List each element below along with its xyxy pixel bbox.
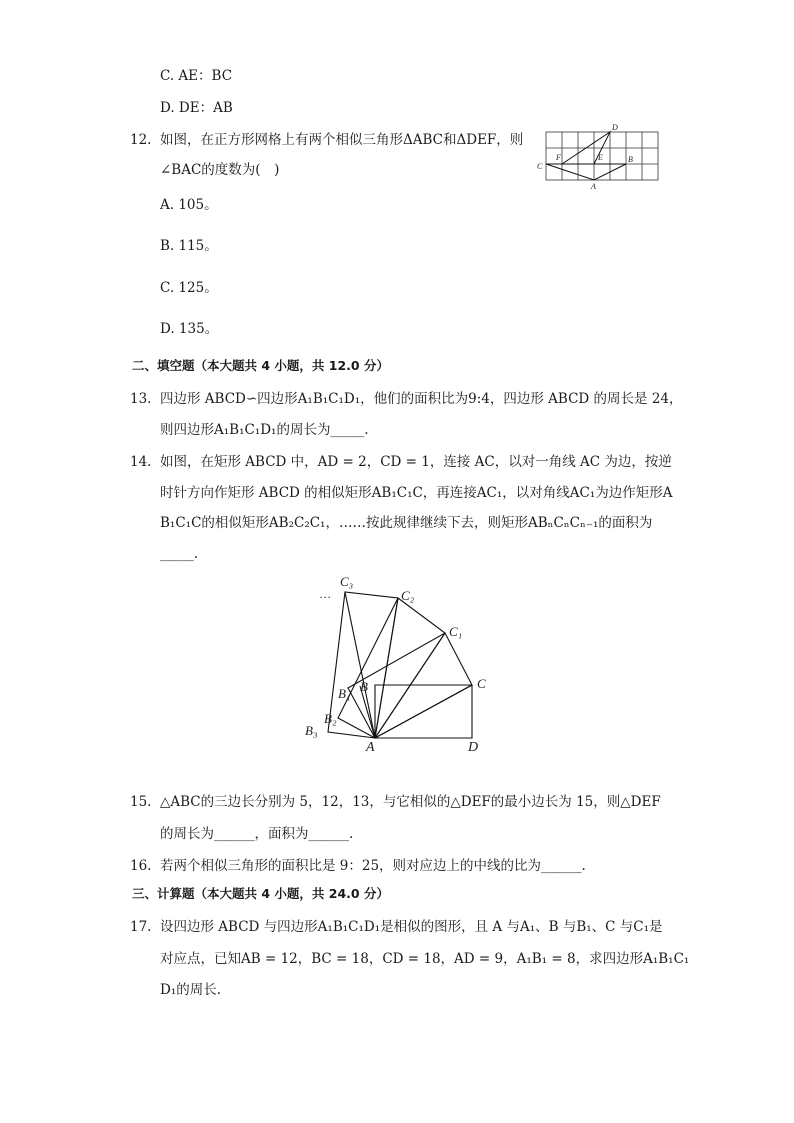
q14-line4: _____. [160,546,199,562]
q16-number: 16. [130,858,152,874]
label-c2: C₂ [401,588,415,603]
q14-number: 14. [130,454,152,470]
section-3-title: 三、计算题（本大题共 4 小题，共 24.0 分） [132,886,389,901]
label-d: D [612,123,618,132]
q15-line2: 的周长为______，面积为______. [160,826,354,842]
label-f: F [556,153,561,162]
q14-rectangles-figure [300,570,500,755]
q12-option-c: C. 125。 [160,280,218,296]
label-b2: B₂ [324,711,337,726]
q12-stem-line2: ∠BAC的度数为( ) [160,162,280,178]
q14-line2: 时针方向作矩形 ABCD 的相似矩形AB₁C₁C，再连接AC₁，以对角线AC₁为边作矩形A [160,485,673,501]
q15-line1: △ABC的三边长分别为 5，12，13，与它相似的△DEF的最小边长为 15，则△DEF [160,794,661,810]
q12-stem-line1: 如图，在正方形网格上有两个相似三角形ΔABC和ΔDEF，则 [160,132,524,148]
diagonal-ac3 [345,592,375,738]
label-e: E [598,153,603,162]
q13-number: 13. [130,391,152,407]
q17-line3: D₁的周长. [160,982,222,998]
label-dots: … [320,587,331,601]
rectangle-ab2c2c1 [338,598,445,738]
q14-line1: 如图，在矩形 ABCD 中，AD = 2，CD = 1，连接 AC，以对一角线 AC 为边，按逆 [160,454,672,470]
q13-line1: 四边形 ABCD∽四边形A₁B₁C₁D₁，他们的面积比为9:4，四边形 ABCD 的周长是 24， [160,391,683,407]
label-c1: C₁ [449,624,463,639]
q16-line1: 若两个相似三角形的面积比是 9：25，则对应边上的中线的比为______. [160,858,586,874]
q11-option-d: D. DE：AB [160,100,233,116]
label-c: C [477,676,486,691]
q14-line3: B₁C₁C的相似矩形AB₂C₂C₁，……按此规律继续下去，则矩形ABₙCₙCₙ₋₁的面积为 [160,515,653,531]
q11-option-c: C. AE：BC [160,68,233,84]
q12-grid-figure [532,120,667,194]
label-c3: C₃ [340,574,354,589]
label-d: D [468,740,479,755]
q12-option-b: B. 115。 [160,238,218,254]
q12-option-a: A. 105。 [160,197,218,213]
q13-line2: 则四边形A₁B₁C₁D₁的周长为_____. [160,422,369,438]
q15-number: 15. [130,794,152,810]
label-b3: B₃ [305,723,318,738]
label-c: C [537,162,543,171]
section-2-title: 二、填空题（本大题共 4 小题，共 12.0 分） [132,358,389,373]
label-a: A [366,740,375,755]
label-b1: B₁ [338,686,351,701]
triangle-abc [546,164,626,180]
q17-line1: 设四边形 ABCD 与四边形A₁B₁C₁D₁是相似的图形，且 A 与A₁、B 与B₁、C 与C₁是 [160,919,663,935]
q17-line2: 对应点，已知AB = 12，BC = 18，CD = 18，AD = 9，A₁B₁ = 8，求四边形A₁B₁C₁ [160,951,690,967]
q12-option-d: D. 135。 [160,321,219,337]
label-b: B [360,679,368,694]
q12-number: 12. [130,132,152,148]
label-b: B [628,155,633,164]
q17-number: 17. [130,919,152,935]
label-a: A [591,182,596,191]
